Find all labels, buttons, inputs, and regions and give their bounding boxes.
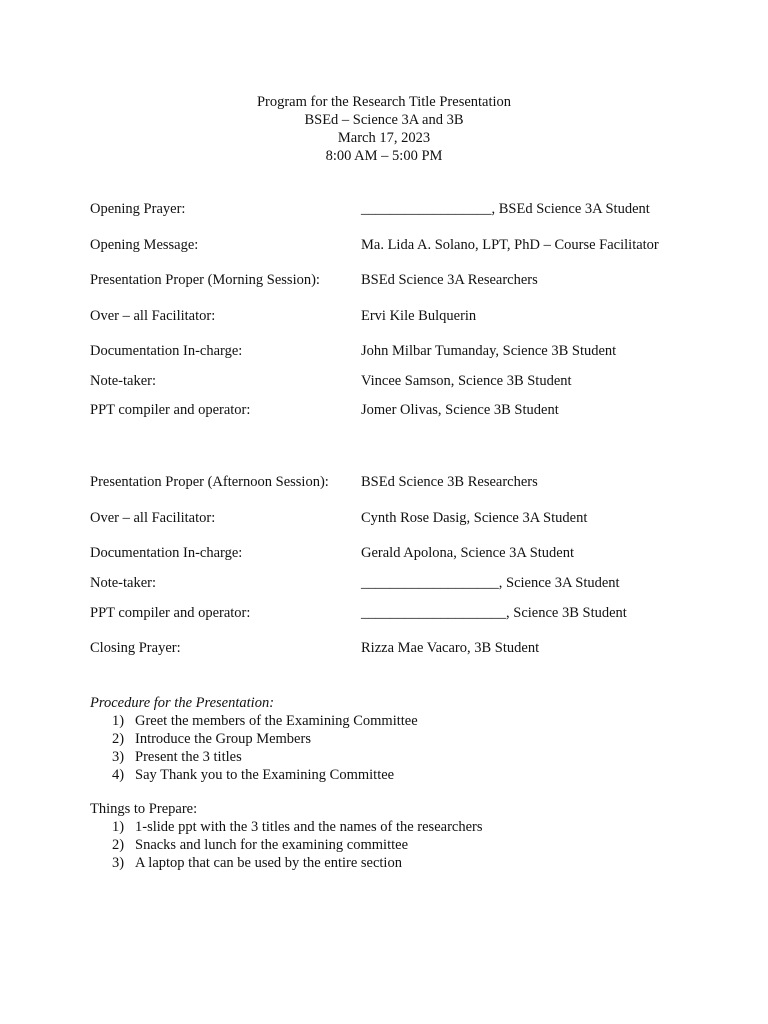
procedure-list [90,712,690,784]
row-value: Cynth Rose Dasig, Science 3A Student [361,510,588,526]
list-text: Present the 3 titles [135,749,242,765]
list-number: 3) [112,749,125,765]
row-value: ____________________, Science 3B Student [361,605,627,621]
row-value: __________________, BSEd Science 3A Student [361,201,650,217]
row-label: Documentation In-charge: [90,343,243,359]
program-row [90,472,730,492]
program-row [90,638,730,658]
row-label: Documentation In-charge: [90,545,243,561]
list-text: Greet the members of the Examining Committee [135,713,418,729]
program-row [90,400,730,420]
row-label: Over – all Facilitator: [90,308,216,324]
program-date: March 17, 2023 [337,130,431,146]
program-row [90,270,730,290]
prepare-list [90,818,690,872]
list-number: 3) [112,855,125,871]
program-row [90,603,730,623]
row-value: BSEd Science 3B Researchers [361,474,538,490]
list-item [90,766,690,784]
list-item [90,748,690,766]
row-label: Note-taker: [90,575,157,591]
row-value: ___________________, Science 3A Student [361,575,620,591]
row-label: PPT compiler and operator: [90,605,251,621]
list-item [90,854,690,872]
row-value: Ma. Lida A. Solano, LPT, PhD – Course Facilitator [361,237,659,253]
row-value: Vincee Samson, Science 3B Student [361,373,572,389]
row-label: Opening Message: [90,237,199,253]
procedure-title: Procedure for the Presentation: [90,695,275,711]
list-number: 2) [112,731,125,747]
list-text: Introduce the Group Members [135,731,311,747]
prepare-title: Things to Prepare: [90,801,198,817]
list-number: 4) [112,767,125,783]
document-header [0,93,768,165]
row-label: Presentation Proper (Afternoon Session): [90,474,329,490]
list-item [90,818,690,836]
list-item [90,712,690,730]
program-row [90,543,730,563]
list-item [90,730,690,748]
list-number: 1) [112,819,125,835]
program-row [90,341,730,361]
program-row [90,371,730,391]
row-value: Jomer Olivas, Science 3B Student [361,402,559,418]
row-value: John Milbar Tumanday, Science 3B Student [361,343,617,359]
list-number: 2) [112,837,125,853]
row-label: Opening Prayer: [90,201,186,217]
list-number: 1) [112,713,125,729]
program-row [90,573,730,593]
row-value: Rizza Mae Vacaro, 3B Student [361,640,540,656]
program-title: Program for the Research Title Presentation [256,94,512,110]
prepare-section [90,800,690,872]
program-time: 8:00 AM – 5:00 PM [325,148,443,164]
program-section: BSEd – Science 3A and 3B [304,112,464,128]
row-label: Presentation Proper (Morning Session): [90,272,320,288]
row-label: Note-taker: [90,373,157,389]
list-text: 1-slide ppt with the 3 titles and the names of the researchers [135,819,483,835]
procedure-section [90,694,690,784]
row-label: PPT compiler and operator: [90,402,251,418]
list-text: Snacks and lunch for the examining committee [135,837,409,853]
program-row [90,199,730,219]
list-text: A laptop that can be used by the entire section [135,855,402,871]
list-text: Say Thank you to the Examining Committee [135,767,395,783]
program-row [90,508,730,528]
program-row [90,306,730,326]
list-item [90,836,690,854]
row-value: BSEd Science 3A Researchers [361,272,538,288]
row-label: Over – all Facilitator: [90,510,216,526]
row-value: Ervi Kile Bulquerin [361,308,477,324]
row-label: Closing Prayer: [90,640,181,656]
row-value: Gerald Apolona, Science 3A Student [361,545,575,561]
program-row [90,235,730,255]
